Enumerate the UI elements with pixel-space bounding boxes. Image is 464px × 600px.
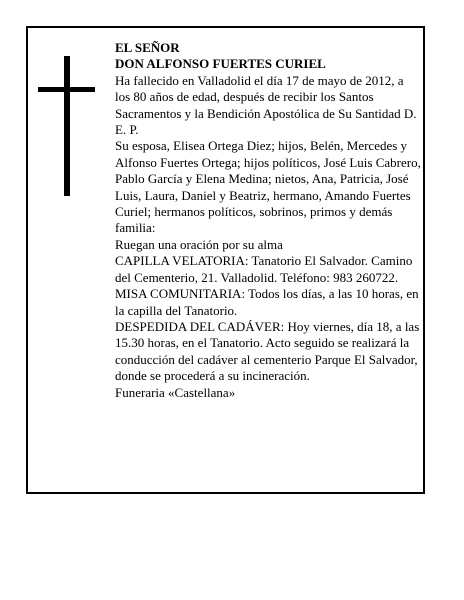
funeral-home: Funeraria «Castellana»	[115, 384, 236, 400]
wake-chapel-info: CAPILLA VELATORIA: Tanatorio El Salvador. Camino del Cementerio, 21. Valladolid. Teléfono: 983 260722.	[115, 253, 413, 285]
obituary-notice	[26, 26, 425, 494]
obituary-text	[115, 40, 421, 401]
community-mass-info: MISA COMUNITARIA: Todos los días, a las 10 horas, en la capilla del Tanatorio.	[115, 286, 419, 318]
farewell-info: DESPEDIDA DEL CADÁVER: Hoy viernes, día 18, a las 15.30 horas, en el Tanatorio. Acto seguido se realizará la conducción del cadáver al cementerio Parque El Salvador, donde se procederá a su incineración.	[115, 318, 420, 384]
family-list: Su esposa, Elisea Ortega Diez; hijos, Belén, Mercedes y Alfonso Fuertes Ortega; hijos políticos, José Luis Cabrero, Pablo García y Elena Medina; nietos, Ana, Patricia, José Luis, Laura, Daniel y Beatriz, hermano, Amando Fuertes Curiel; hermanos políticos, sobrinos, primos y demás familia:	[115, 138, 421, 236]
notice-title: EL SEÑOR	[115, 40, 180, 55]
cross-horizontal-bar	[38, 87, 95, 92]
cross-vertical-bar	[64, 56, 70, 196]
death-announcement: Ha fallecido en Valladolid el día 17 de mayo de 2012, a los 80 años de edad, después de recibir los Santos Sacramentos y la Bendición Apostólica de Su Santidad D. E. P.	[115, 72, 417, 138]
deceased-name: DON ALFONSO FUERTES CURIEL	[115, 56, 326, 72]
prayer-request: Ruegan una oración por su alma	[115, 236, 283, 252]
